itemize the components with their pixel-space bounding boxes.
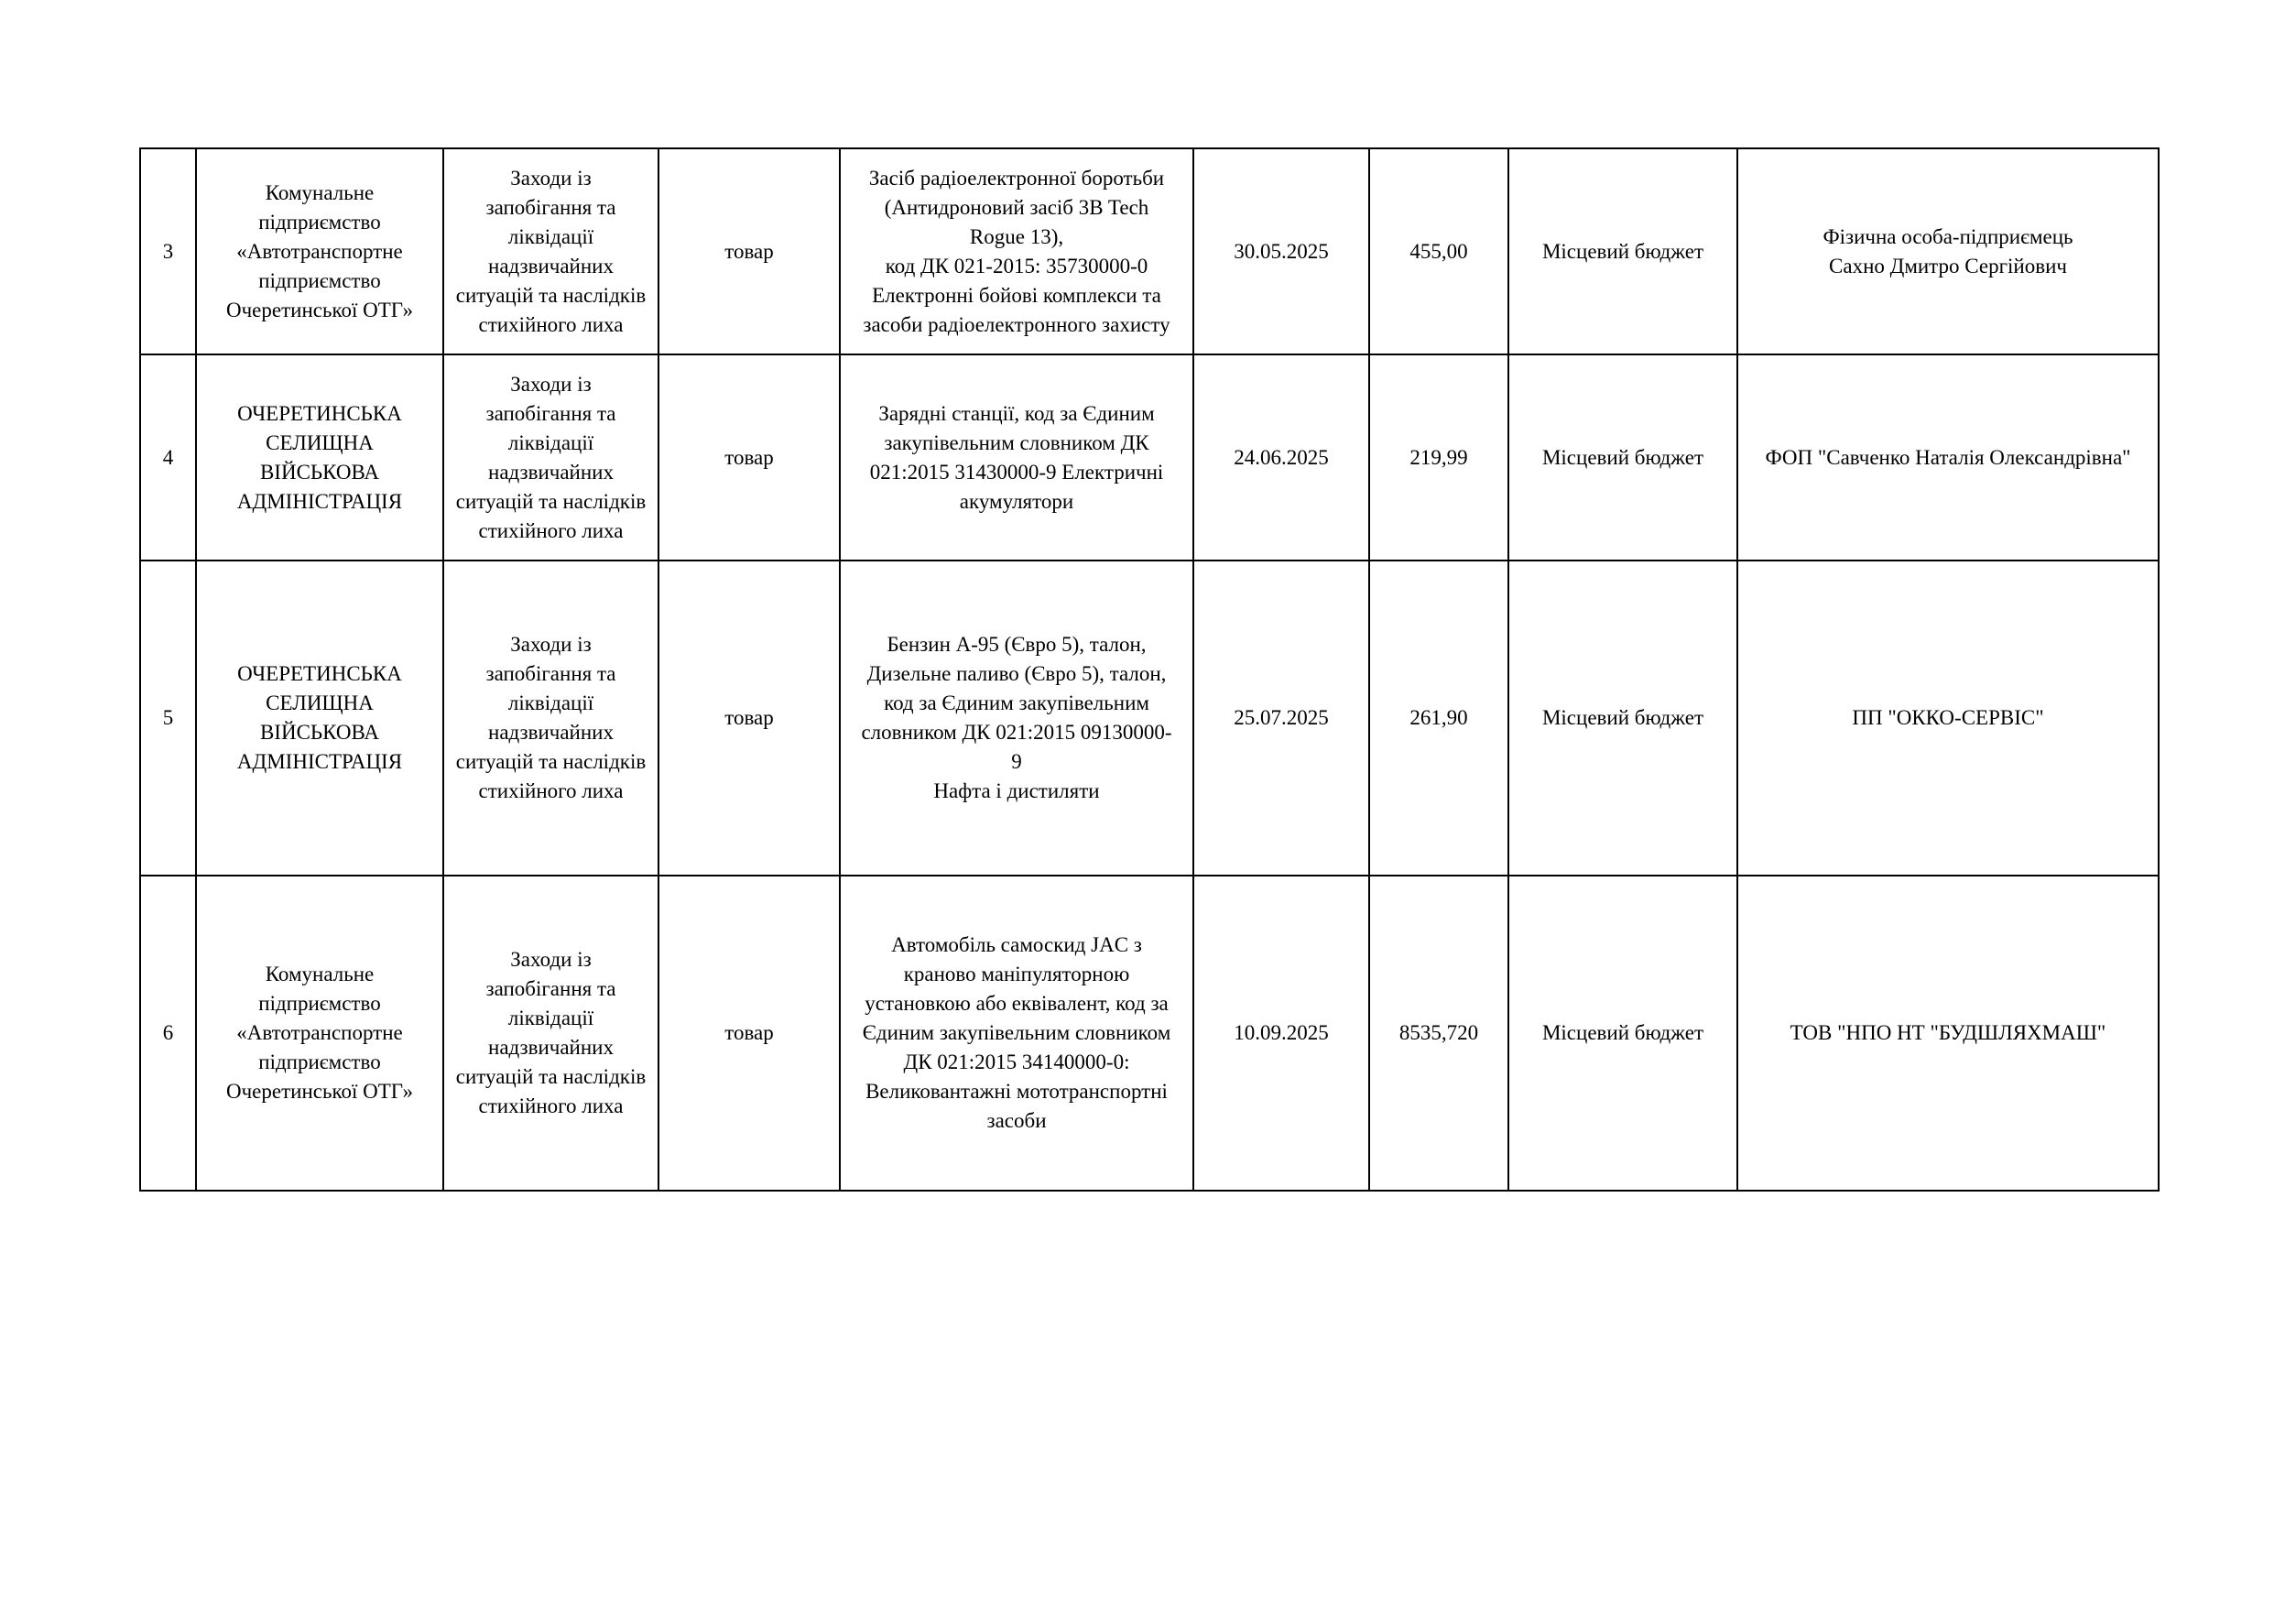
supplier-cell: Фізична особа-підприємець Сахно Дмитро Сергійович: [1737, 148, 2159, 354]
supplier-cell: ФОП "Савченко Наталія Олександрівна": [1737, 354, 2159, 561]
amount-cell: 8535,720: [1369, 876, 1508, 1191]
type-cell: товар: [658, 876, 840, 1191]
table-row: [140, 561, 2159, 876]
type-cell: товар: [658, 354, 840, 561]
funding-cell: Місцевий бюджет: [1508, 561, 1737, 876]
subject-cell: Засіб радіоелектронної боротьби (Антидроновий засіб 3B Tech Rogue 13), код ДК 021-2015: 35730000-0 Електронні бойові комплекси та засоби радіоелектронного захисту: [840, 148, 1193, 354]
date-cell: 30.05.2025: [1193, 148, 1369, 354]
supplier-cell: ПП "ОККО-СЕРВІС": [1737, 561, 2159, 876]
amount-cell: 455,00: [1369, 148, 1508, 354]
date-cell: 25.07.2025: [1193, 561, 1369, 876]
funding-cell: Місцевий бюджет: [1508, 876, 1737, 1191]
subject-cell: Зарядні станції, код за Єдиним закупівельним словником ДК 021:2015 31430000-9 Електричні акумулятори: [840, 354, 1193, 561]
program-cell: Заходи із запобігання та ліквідації надзвичайних ситуацій та наслідків стихійного лиха: [443, 148, 658, 354]
table-row: [140, 354, 2159, 561]
date-cell: 10.09.2025: [1193, 876, 1369, 1191]
date-cell: 24.06.2025: [1193, 354, 1369, 561]
program-cell: Заходи із запобігання та ліквідації надзвичайних ситуацій та наслідків стихійного лиха: [443, 354, 658, 561]
customer-cell: Комунальне підприємство «Автотранспортне підприємство Очеретинської ОТГ»: [196, 148, 443, 354]
row-number-cell: 6: [140, 876, 196, 1191]
subject-cell: Бензин А-95 (Євро 5), талон, Дизельне паливо (Євро 5), талон, код за Єдиним закупівельним словником ДК 021:2015 09130000- 9 Нафта і дистиляти: [840, 561, 1193, 876]
funding-cell: Місцевий бюджет: [1508, 148, 1737, 354]
amount-cell: 261,90: [1369, 561, 1508, 876]
customer-cell: Комунальне підприємство «Автотранспортне підприємство Очеретинської ОТГ»: [196, 876, 443, 1191]
row-number-cell: 4: [140, 354, 196, 561]
funding-cell: Місцевий бюджет: [1508, 354, 1737, 561]
row-number-cell: 5: [140, 561, 196, 876]
program-cell: Заходи із запобігання та ліквідації надзвичайних ситуацій та наслідків стихійного лиха: [443, 876, 658, 1191]
row-number-cell: 3: [140, 148, 196, 354]
table-row: [140, 876, 2159, 1191]
customer-cell: ОЧЕРЕТИНСЬКА СЕЛИЩНА ВІЙСЬКОВА АДМІНІСТРАЦІЯ: [196, 354, 443, 561]
amount-cell: 219,99: [1369, 354, 1508, 561]
subject-cell: Автомобіль самоскид JAC з краново маніпуляторною установкою або еквівалент, код за Єдиним закупівельним словником ДК 021:2015 34140000-0: Великовантажні мототранспортні засоби: [840, 876, 1193, 1191]
table-row: [140, 148, 2159, 354]
type-cell: товар: [658, 561, 840, 876]
supplier-cell: ТОВ "НПО НТ "БУДШЛЯХМАШ": [1737, 876, 2159, 1191]
customer-cell: ОЧЕРЕТИНСЬКА СЕЛИЩНА ВІЙСЬКОВА АДМІНІСТРАЦІЯ: [196, 561, 443, 876]
type-cell: товар: [658, 148, 840, 354]
program-cell: Заходи із запобігання та ліквідації надзвичайних ситуацій та наслідків стихійного лиха: [443, 561, 658, 876]
procurement-table: [139, 147, 2160, 1192]
